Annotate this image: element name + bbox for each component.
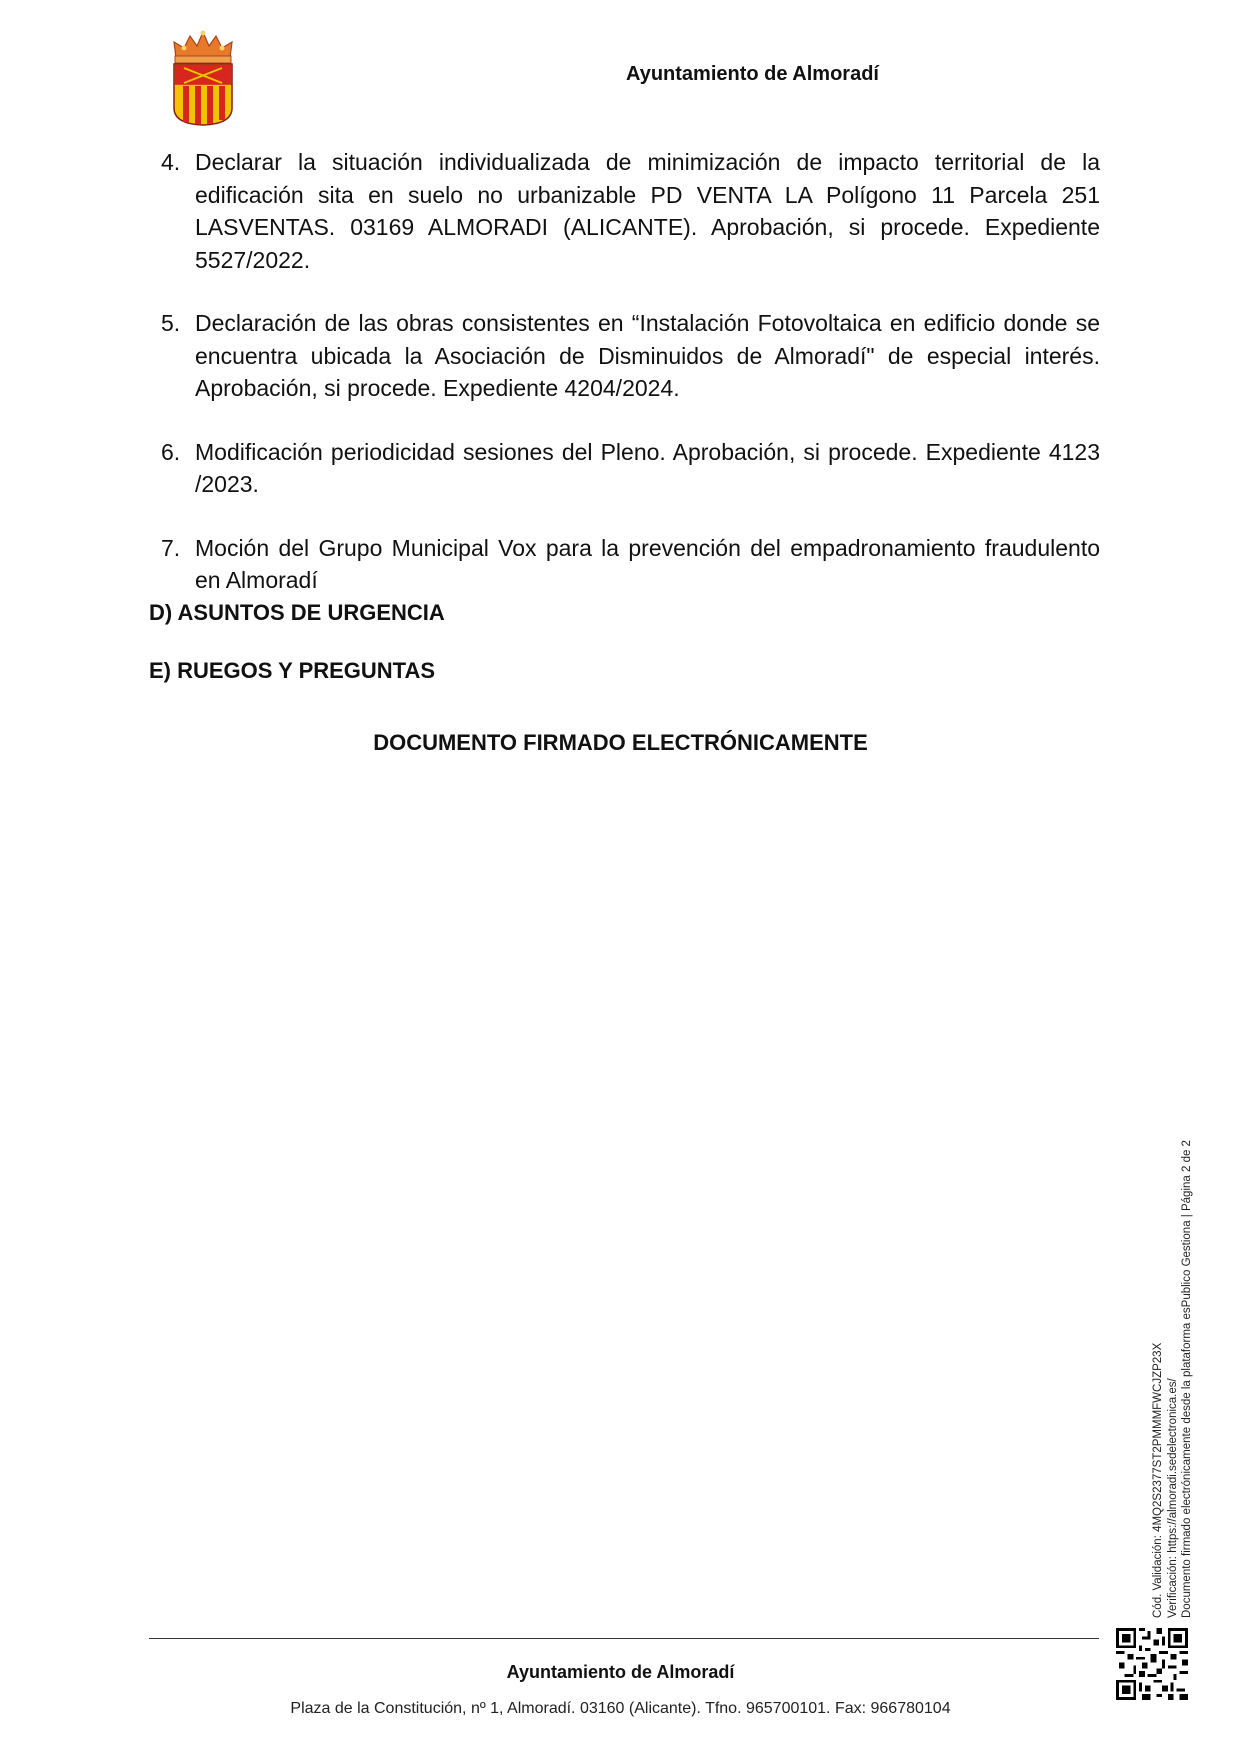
header-title: Ayuntamiento de Almoradí [626,63,879,85]
agenda-item [150,307,1100,405]
agenda-item-number: 6. [161,438,181,465]
agenda-item-text: Moción del Grupo Municipal Vox para la prevención del empadronamiento fraudulento en Almoradí [195,534,1100,593]
footer-divider [149,1638,1099,1639]
signature-platform-note: Documento firmado electrónicamente desde la plataforma esPublico Gestiona | Página 2 de 2 [1181,1140,1193,1618]
agenda-item-number: 7. [161,534,181,561]
agenda-item-text: Declaración de las obras consistentes en “Instalación Fotovoltaica en edificio donde se encuentra ubicada la Asociación de Disminuidos de Almoradí" de especial interés. Aprobación, si procede. Expediente 4204/2024. [195,310,1100,401]
agenda-item-number: 4. [161,149,181,175]
footer-organization: Ayuntamiento de Almoradí [506,1662,735,1682]
section-heading-urgencia: D) ASUNTOS DE URGENCIA [149,600,445,625]
agenda-item-number: 5. [161,310,181,336]
validation-stamp [1151,1098,1223,1618]
signed-notice: DOCUMENTO FIRMADO ELECTRÓNICAMENTE [373,730,868,755]
agenda-item [150,146,1100,276]
agenda-item-text: Declarar la situación individualizada de minimización de impacto territorial de la edificación sita en suelo no urbanizable PD VENTA LA Polígono 11 Parcela 251 LASVENTAS. 03169 ALMORADI (ALICANTE). Aprobación, si procede. Expediente 5527/2022. [195,149,1100,273]
agenda-item [150,532,1100,597]
agenda-item-text: Modificación periodicidad sesiones del Pleno. Aprobación, si procede. Expediente 4123 /2023. [195,438,1100,497]
validation-code: Cód. Validación: 4MQ2S2377ST2PMMMFWCJZP23X [1152,1342,1164,1618]
coat-of-arms-logo [170,28,236,126]
agenda-list [150,146,1100,628]
footer-address: Plaza de la Constitución, nº 1, Almoradí. 03160 (Alicante). Tfno. 965700101. Fax: 966780104 [290,1700,951,1717]
section-heading-ruegos: E) RUEGOS Y PREGUNTAS [149,658,436,683]
agenda-item [150,436,1100,501]
verification-url[interactable]: Verificación: https://almoradi.sedelectronica.es/ [1166,1378,1179,1618]
